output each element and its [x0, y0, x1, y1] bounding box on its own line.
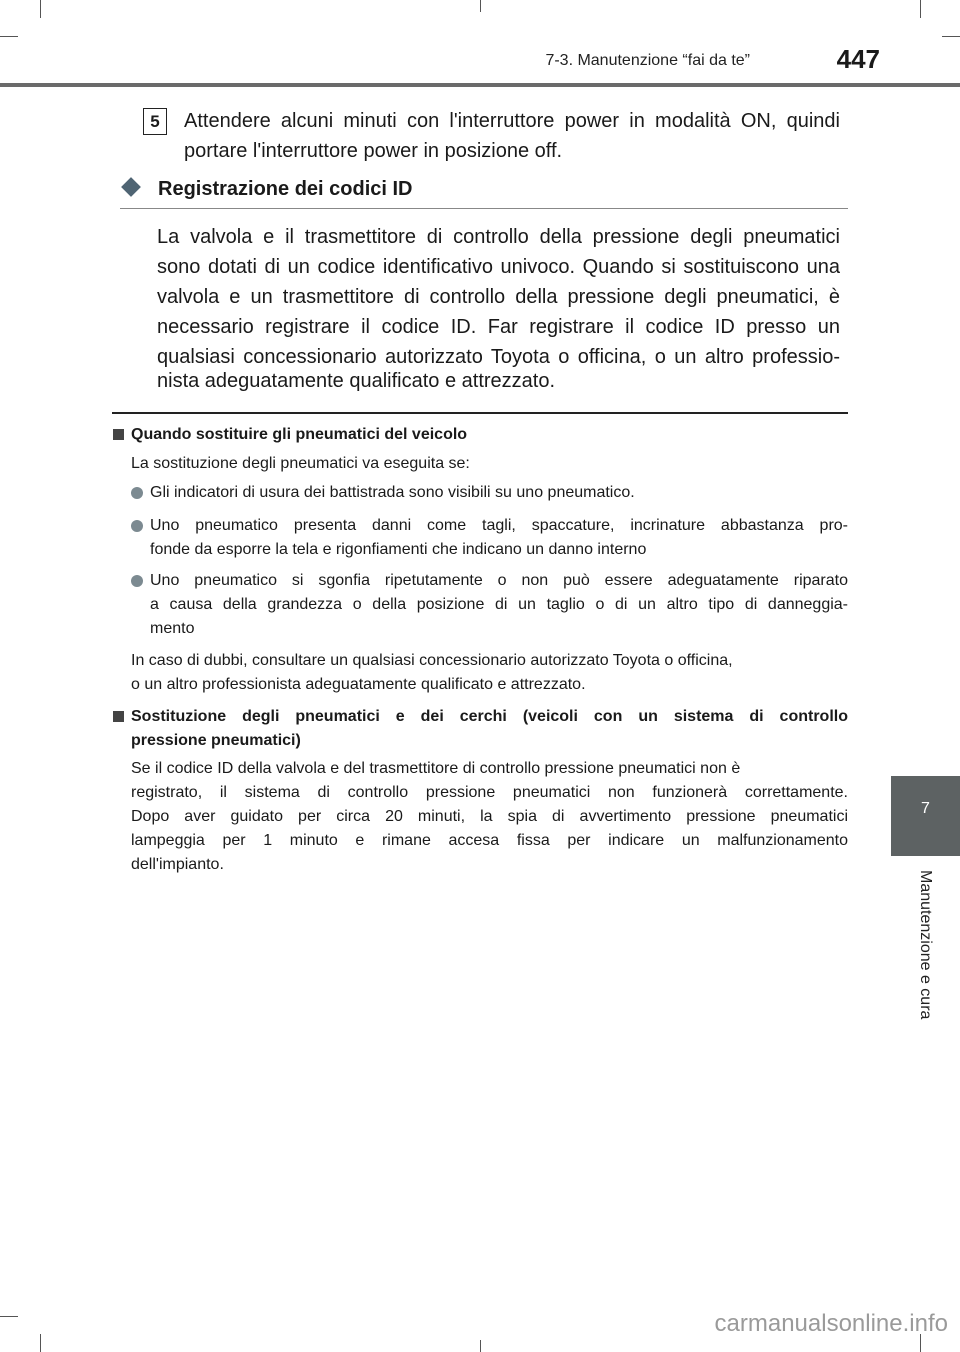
crop-mark [920, 0, 921, 18]
note-title: Quando sostituire gli pneumatici del veicolo [131, 426, 468, 443]
chapter-tab [891, 776, 960, 856]
heading-rule [120, 208, 848, 209]
paragraph-line: nista adeguatamente qualificato e attrezzato. [157, 370, 556, 392]
note-title: Sostituzione degli pneumatici e dei cerchi (veicoli con un sistema di controllo [131, 708, 848, 725]
paragraph-line: qualsiasi concessionario autorizzato Toyota o officina, o un altro professio- [157, 346, 840, 368]
round-bullet-icon [131, 575, 143, 587]
round-bullet-icon [131, 520, 143, 532]
header-rule [0, 83, 960, 87]
paragraph-line: La valvola e il trasmettitore di controllo della pressione degli pneumatici [157, 226, 840, 248]
step-text-line: Attendere alcuni minuti con l'interruttore power in modalità ON, quindi [184, 110, 840, 132]
step-text-line: portare l'interruttore power in posizione off. [184, 140, 563, 162]
step-number-badge: 5 [143, 108, 167, 135]
crop-mark [480, 1340, 481, 1352]
note-line: In caso di dubbi, consultare un qualsiasi concessionario autorizzato Toyota o officina, [131, 652, 733, 669]
paragraph-line: valvola e un trasmettitore di controllo della pressione degli pneumatici, è [157, 286, 840, 308]
square-bullet-icon [113, 429, 124, 440]
note-line: dell'impianto. [131, 856, 224, 873]
section-title: 7-3. Manutenzione “fai da te” [545, 52, 750, 69]
bullet-line: a causa della grandezza o della posizione di un taglio o di un altro tipo di danneggia- [150, 596, 848, 613]
watermark: carmanualsonline.info [714, 1310, 948, 1337]
crop-mark [942, 36, 960, 37]
note-intro: La sostituzione degli pneumatici va eseguita se: [131, 455, 470, 472]
chapter-label-wrap [891, 870, 960, 1040]
bullet-line: Uno pneumatico si sgonfia ripetutamente o non può essere adeguatamente riparato [150, 572, 848, 589]
note-line: lampeggia per 1 minuto e rimane accesa fissa per indicare un malfunzionamento [131, 832, 848, 849]
chapter-number: 7 [921, 800, 930, 817]
note-title: pressione pneumatici) [131, 732, 301, 749]
page-number: 447 [836, 44, 880, 74]
chapter-label: Manutenzione e cura [917, 870, 934, 1020]
paragraph-line: sono dotati di un codice identificativo univoco. Quando si sostituiscono una [157, 256, 840, 278]
diamond-bullet-icon [121, 177, 141, 197]
crop-mark [40, 1334, 41, 1352]
paragraph-line: necessario registrare il codice ID. Far registrare il codice ID presso un [157, 316, 840, 338]
crop-mark [480, 0, 481, 12]
round-bullet-icon [131, 487, 143, 499]
note-line: o un altro professionista adeguatamente qualificato e attrezzato. [131, 676, 586, 693]
crop-mark [0, 1316, 18, 1317]
square-bullet-icon [113, 711, 124, 722]
note-line: Se il codice ID della valvola e del trasmettitore di controllo pressione pneumatici non è [131, 760, 741, 777]
note-line: registrato, il sistema di controllo pressione pneumatici non funzionerà correttamente. [131, 784, 848, 801]
section-divider [112, 412, 848, 414]
bullet-line: Uno pneumatico presenta danni come tagli, spaccature, incrinature abbastanza pro- [150, 517, 848, 534]
bullet-line: Gli indicatori di usura dei battistrada sono visibili su uno pneumatico. [150, 484, 635, 501]
crop-mark [40, 0, 41, 18]
crop-mark [0, 36, 18, 37]
note-line: Dopo aver guidato per circa 20 minuti, la spia di avvertimento pressione pneumatici [131, 808, 848, 825]
bullet-line: mento [150, 620, 195, 637]
section-heading: Registrazione dei codici ID [158, 178, 413, 200]
bullet-line: fonde da esporre la tela e rigonfiamenti che indicano un danno interno [150, 541, 647, 558]
